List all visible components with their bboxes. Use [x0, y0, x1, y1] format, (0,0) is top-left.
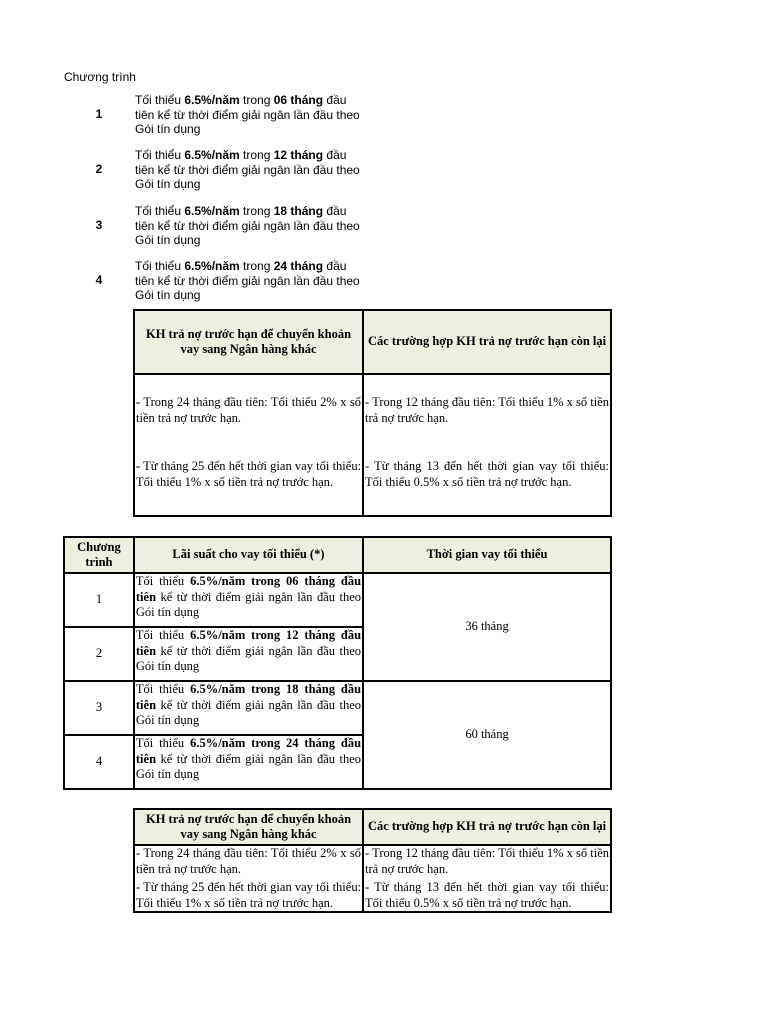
header-transfer-bank: KH trả nợ trước hạn để chuyển khoản vay sang Ngân hàng khác	[134, 310, 363, 374]
header-other-cases: Các trường hợp KH trả nợ trước hạn còn lại	[363, 809, 611, 845]
other-cases-fees	[363, 374, 611, 516]
fee-first-period: - Trong 24 tháng đầu tiên: Tối thiểu 2% x số tiền trả nợ trước hạn.	[136, 395, 362, 425]
header-min-term: Thời gian vay tối thiểu	[363, 537, 611, 573]
program-number: 3	[95, 218, 103, 232]
fee-first-period: - Trong 12 tháng đầu tiên: Tối thiểu 1% x số tiền trả nợ trước hạn.	[365, 846, 609, 876]
other-cases-fees	[363, 845, 611, 912]
interest-rate-table	[63, 536, 612, 790]
prepayment-fee-table-small	[133, 808, 612, 913]
fee-first-period: - Trong 12 tháng đầu tiên: Tối thiểu 1% x số tiền trả nợ trước hạn.	[365, 395, 609, 425]
fee-first-period: - Trong 24 tháng đầu tiên: Tối thiểu 2% x số tiền trả nợ trước hạn.	[136, 846, 362, 876]
header-min-rate: Lãi suất cho vay tối thiểu (*)	[134, 537, 363, 573]
transfer-bank-fees	[134, 845, 363, 912]
header-transfer-bank: KH trả nợ trước hạn để chuyển khoản vay sang Ngân hàng khác	[134, 809, 363, 845]
rate-description: Tối thiểu 6.5%/năm trong 18 tháng đầu tiên kể từ thời điểm giải ngân lần đầu theo Gói tín dụng	[134, 681, 363, 735]
program-description: Tối thiểu 6.5%/năm trong 12 tháng đầu tiên kể từ thời điểm giải ngân lần đầu theo Gói tín dụng	[135, 148, 360, 191]
program-description: Tối thiểu 6.5%/năm trong 18 tháng đầu tiên kể từ thời điểm giải ngân lần đầu theo Gói tín dụng	[135, 204, 360, 247]
program-description: Tối thiểu 6.5%/năm trong 24 tháng đầu tiên kể từ thời điểm giải ngân lần đầu theo Gói tín dụng	[135, 259, 360, 302]
program-label: Chương trình	[64, 70, 136, 84]
fee-second-period: - Từ tháng 25 đến hết thời gian vay tối thiểu: Tối thiểu 1% x số tiền trả nợ trước hạn.	[136, 459, 362, 489]
table-row	[64, 681, 611, 735]
prepayment-fee-table-large	[133, 309, 612, 517]
rate-description: Tối thiểu 6.5%/năm trong 06 tháng đầu tiên kể từ thời điểm giải ngân lần đầu theo Gói tín dụng	[134, 573, 363, 627]
header-program: Chương trình	[64, 537, 134, 573]
min-term-60: 60 tháng	[363, 681, 611, 789]
min-term-36: 36 tháng	[363, 573, 611, 681]
program-number: 2	[95, 162, 103, 176]
fee-second-period: - Từ tháng 13 đến hết thời gian vay tối thiểu: Tối thiểu 0.5% x số tiền trả nợ trước hạn.	[365, 880, 609, 910]
table-row	[64, 573, 611, 627]
program-number: 2	[64, 627, 134, 681]
program-number: 4	[95, 273, 103, 287]
program-number: 1	[64, 573, 134, 627]
transfer-bank-fees	[134, 374, 363, 516]
program-number: 3	[64, 681, 134, 735]
program-number: 1	[95, 107, 103, 121]
fee-second-period: - Từ tháng 13 đến hết thời gian vay tối thiểu: Tối thiểu 0.5% x số tiền trả nợ trước hạn.	[365, 459, 609, 489]
header-other-cases: Các trường hợp KH trả nợ trước hạn còn lại	[363, 310, 611, 374]
fee-second-period: - Từ tháng 25 đến hết thời gian vay tối thiểu: Tối thiểu 1% x số tiền trả nợ trước hạn.	[136, 880, 362, 910]
rate-description: Tối thiểu 6.5%/năm trong 12 tháng đầu tiên kể từ thời điểm giải ngân lần đầu theo Gói tín dụng	[134, 627, 363, 681]
program-description: Tối thiểu 6.5%/năm trong 06 tháng đầu tiên kể từ thời điểm giải ngân lần đầu theo Gói tín dụng	[135, 93, 360, 136]
program-number: 4	[64, 735, 134, 789]
rate-description: Tối thiểu 6.5%/năm trong 24 tháng đầu tiên kể từ thời điểm giải ngân lần đầu theo Gói tín dụng	[134, 735, 363, 789]
